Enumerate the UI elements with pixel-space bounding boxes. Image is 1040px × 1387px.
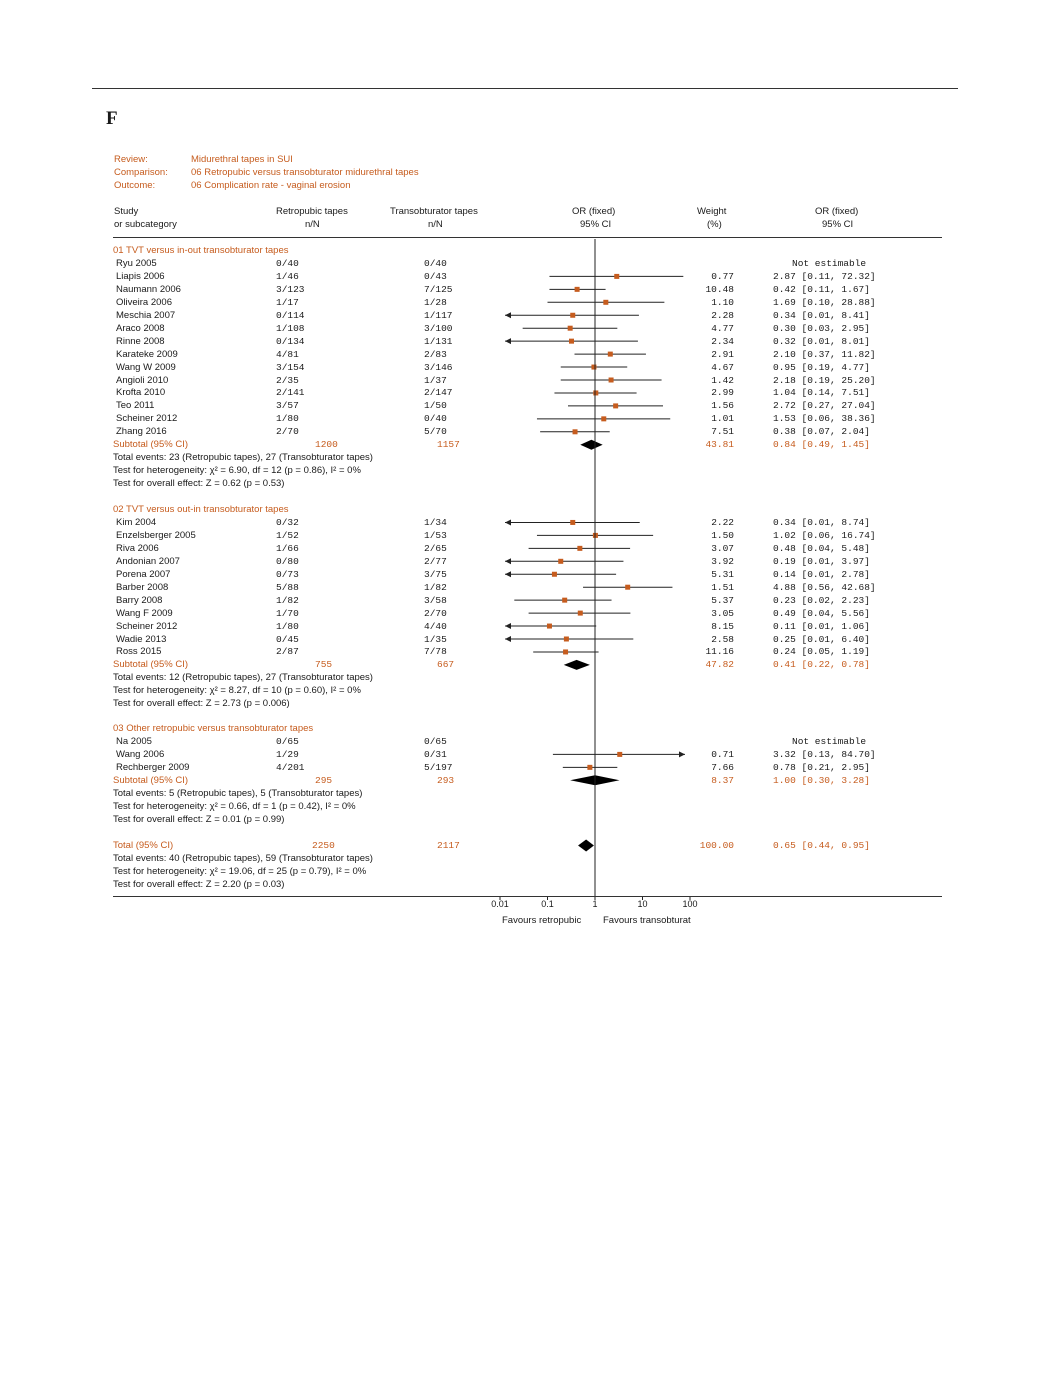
trans-events: 2/77 xyxy=(424,555,447,567)
or-ci-value: 0.78 [0.21, 2.95] xyxy=(773,761,870,773)
or-ci-value: 2.10 [0.37, 11.82] xyxy=(773,348,876,360)
subtotal-ci: 0.84 [0.49, 1.45] xyxy=(773,439,870,451)
trans-events: 5/70 xyxy=(424,426,447,438)
or-ci-value: 0.11 [0.01, 1.06] xyxy=(773,620,870,632)
or-ci-value: 0.48 [0.04, 5.48] xyxy=(773,542,870,554)
or-ci-value: 0.49 [0.04, 5.56] xyxy=(773,607,870,619)
study-name: Teo 2011 xyxy=(116,400,155,412)
or-ci-value: 0.19 [0.01, 3.97] xyxy=(773,555,870,567)
point-estimate-marker xyxy=(617,752,622,757)
point-estimate-marker xyxy=(547,624,552,629)
subtotal-weight: 8.37 xyxy=(711,774,734,786)
favours-right-label: Favours transobturat xyxy=(603,915,691,926)
or-ci-value: 0.95 [0.19, 4.77] xyxy=(773,361,870,373)
point-estimate-marker xyxy=(593,533,598,538)
trans-events: 1/35 xyxy=(424,633,447,645)
trans-events: 1/82 xyxy=(424,581,447,593)
study-weight: 0.71 xyxy=(711,748,734,760)
comparison-value: 06 Retropubic versus transobturator midurethral tapes xyxy=(191,167,419,178)
summary-diamond xyxy=(564,660,590,670)
study-name: Na 2005 xyxy=(116,735,152,747)
subtotal-trans: 1157 xyxy=(437,439,460,451)
or-ci-value: 0.24 [0.05, 1.19] xyxy=(773,646,870,658)
subtotal-weight: 47.82 xyxy=(705,659,734,671)
study-weight: 5.31 xyxy=(711,568,734,580)
study-weight: 4.77 xyxy=(711,322,734,334)
study-name: Scheiner 2012 xyxy=(116,620,178,632)
retro-events: 1/46 xyxy=(276,270,299,282)
or-ci-value: 0.25 [0.01, 6.40] xyxy=(773,633,870,645)
or-ci-value: 1.53 [0.06, 38.36] xyxy=(773,413,876,425)
point-estimate-marker xyxy=(570,520,575,525)
point-estimate-marker xyxy=(562,598,567,603)
study-weight: 1.10 xyxy=(711,296,734,308)
retro-events: 0/45 xyxy=(276,633,299,645)
or-ci-value: 1.04 [0.14, 7.51] xyxy=(773,387,870,399)
x-tick-label: 0.1 xyxy=(541,899,554,909)
ci-arrow-left xyxy=(505,519,511,525)
point-estimate-marker xyxy=(614,274,619,279)
group-note: Test for heterogeneity: χ² = 8.27, df = 10 (p = 0.60), I² = 0% xyxy=(113,685,361,697)
study-weight: 7.51 xyxy=(711,426,734,438)
subtotal-retro: 755 xyxy=(315,659,333,671)
point-estimate-marker xyxy=(570,313,575,318)
study-weight: 2.99 xyxy=(711,387,734,399)
study-name: Wadie 2013 xyxy=(116,633,167,645)
study-name: Karateke 2009 xyxy=(116,348,178,360)
header-weight-sub: (%) xyxy=(707,219,722,230)
study-name: Ryu 2005 xyxy=(116,257,157,269)
outcome-value: 06 Complication rate - vaginal erosion xyxy=(191,180,351,191)
ci-arrow-right xyxy=(679,751,685,757)
retro-events: 1/80 xyxy=(276,620,299,632)
ci-arrow-left xyxy=(505,636,511,642)
study-name: Ross 2015 xyxy=(116,646,162,658)
study-weight: 1.01 xyxy=(711,413,734,425)
trans-events: 3/75 xyxy=(424,568,447,580)
group-title: 03 Other retropubic versus transobturator tapes xyxy=(113,723,314,734)
total-note: Test for heterogeneity: χ² = 19.06, df = 25 (p = 0.79), I² = 0% xyxy=(113,865,367,877)
trans-events: 2/83 xyxy=(424,348,447,360)
or-ci-value: 3.32 [0.13, 84.70] xyxy=(773,748,876,760)
or-ci-value: 0.42 [0.11, 1.67] xyxy=(773,283,870,295)
study-name: Wang W 2009 xyxy=(116,361,176,373)
point-estimate-marker xyxy=(587,765,592,770)
top-rule xyxy=(92,88,958,89)
trans-events: 2/65 xyxy=(424,542,447,554)
trans-events: 1/37 xyxy=(424,374,447,386)
point-estimate-marker xyxy=(558,559,563,564)
summary-diamond xyxy=(570,775,619,785)
study-name: Angioli 2010 xyxy=(116,374,169,386)
study-weight: 1.50 xyxy=(711,529,734,541)
study-weight: 11.16 xyxy=(705,646,734,658)
retro-events: 0/73 xyxy=(276,568,299,580)
total-note: Total events: 40 (Retropubic tapes), 59 (Transobturator tapes) xyxy=(113,852,373,864)
review-label: Review: xyxy=(114,154,148,165)
study-name: Riva 2006 xyxy=(116,542,159,554)
x-tick-label: 100 xyxy=(682,899,698,909)
retro-events: 2/87 xyxy=(276,646,299,658)
not-estimable-label: Not estimable xyxy=(792,735,867,747)
point-estimate-marker xyxy=(575,287,580,292)
point-estimate-marker xyxy=(569,339,574,344)
group-note: Test for heterogeneity: χ² = 6.90, df = 12 (p = 0.86), I² = 0% xyxy=(113,465,361,477)
or-ci-value: 0.34 [0.01, 8.74] xyxy=(773,516,870,528)
trans-events: 2/147 xyxy=(424,387,453,399)
retro-events: 1/108 xyxy=(276,322,305,334)
study-name: Rechberger 2009 xyxy=(116,761,190,773)
study-weight: 1.56 xyxy=(711,400,734,412)
trans-events: 0/40 xyxy=(424,413,447,425)
study-weight: 4.67 xyxy=(711,361,734,373)
retro-events: 1/66 xyxy=(276,542,299,554)
or-ci-value: 1.69 [0.10, 28.88] xyxy=(773,296,876,308)
retro-events: 0/114 xyxy=(276,309,305,321)
point-estimate-marker xyxy=(609,378,614,383)
retro-events: 1/80 xyxy=(276,413,299,425)
comparison-label: Comparison: xyxy=(114,167,168,178)
study-weight: 2.34 xyxy=(711,335,734,347)
retro-events: 0/65 xyxy=(276,735,299,747)
subtotal-ci: 0.41 [0.22, 0.78] xyxy=(773,659,870,671)
point-estimate-marker xyxy=(613,403,618,408)
ci-arrow-left xyxy=(505,571,511,577)
study-name: Barber 2008 xyxy=(116,581,169,593)
subtotal-retro: 295 xyxy=(315,774,333,786)
study-name: Kim 2004 xyxy=(116,516,157,528)
subtotal-ci: 1.00 [0.30, 3.28] xyxy=(773,774,870,786)
retro-events: 0/40 xyxy=(276,257,299,269)
or-ci-value: 0.14 [0.01, 2.78] xyxy=(773,568,870,580)
trans-events: 1/28 xyxy=(424,296,447,308)
header-retro: Retropubic tapes xyxy=(276,206,348,217)
or-ci-value: 0.38 [0.07, 2.04] xyxy=(773,426,870,438)
trans-events: 0/65 xyxy=(424,735,447,747)
subtotal-trans: 667 xyxy=(437,659,455,671)
study-weight: 2.58 xyxy=(711,633,734,645)
group-note: Test for overall effect: Z = 0.62 (p = 0.53) xyxy=(113,478,285,490)
trans-events: 1/53 xyxy=(424,529,447,541)
not-estimable-label: Not estimable xyxy=(792,257,867,269)
or-ci-value: 0.32 [0.01, 8.01] xyxy=(773,335,870,347)
x-tick-label: 10 xyxy=(637,899,648,909)
study-name: Wang 2006 xyxy=(116,748,165,760)
retro-events: 4/201 xyxy=(276,761,305,773)
x-tick-label: 0.01 xyxy=(491,899,509,909)
study-name: Liapis 2006 xyxy=(116,270,165,282)
or-ci-value: 0.30 [0.03, 2.95] xyxy=(773,322,870,334)
or-ci-value: 1.02 [0.06, 16.74] xyxy=(773,529,876,541)
group-title: 01 TVT versus in-out transobturator tapes xyxy=(113,245,289,256)
subtotal-retro: 1200 xyxy=(315,439,338,451)
subtotal-label: Subtotal (95% CI) xyxy=(113,774,188,786)
study-weight: 3.92 xyxy=(711,555,734,567)
trans-events: 0/43 xyxy=(424,270,447,282)
header-weight: Weight xyxy=(697,206,727,217)
header-study: Study xyxy=(114,206,139,217)
study-weight: 1.42 xyxy=(711,374,734,386)
x-tick-label: 1 xyxy=(592,899,598,909)
or-ci-value: 2.72 [0.27, 27.04] xyxy=(773,400,876,412)
study-weight: 2.91 xyxy=(711,348,734,360)
or-ci-value: 0.23 [0.02, 2.23] xyxy=(773,594,870,606)
outcome-label: Outcome: xyxy=(114,180,156,191)
ci-arrow-left xyxy=(505,312,511,318)
study-weight: 0.77 xyxy=(711,270,734,282)
retro-events: 2/141 xyxy=(276,387,305,399)
study-weight: 1.51 xyxy=(711,581,734,593)
retro-events: 3/154 xyxy=(276,361,305,373)
subtotal-label: Subtotal (95% CI) xyxy=(113,439,188,451)
point-estimate-marker xyxy=(625,585,630,590)
study-weight: 2.28 xyxy=(711,309,734,321)
study-name: Scheiner 2012 xyxy=(116,413,178,425)
trans-events: 1/117 xyxy=(424,309,453,321)
ci-arrow-left xyxy=(505,623,511,629)
study-name: Porena 2007 xyxy=(116,568,171,580)
summary-diamond xyxy=(580,440,602,450)
header-trans: Transobturator tapes xyxy=(390,206,478,217)
point-estimate-marker xyxy=(564,637,569,642)
subtotal-label: Subtotal (95% CI) xyxy=(113,659,188,671)
header-orci-sub: 95% CI xyxy=(822,219,854,230)
study-name: Krofta 2010 xyxy=(116,387,166,399)
study-name: Andonian 2007 xyxy=(116,555,180,567)
study-name: Meschia 2007 xyxy=(116,309,176,321)
retro-events: 2/70 xyxy=(276,426,299,438)
trans-events: 0/31 xyxy=(424,748,447,760)
trans-events: 5/197 xyxy=(424,761,453,773)
header-orci: OR (fixed) xyxy=(815,206,859,217)
point-estimate-marker xyxy=(593,390,598,395)
header-trans-sub: n/N xyxy=(428,219,443,230)
study-weight: 7.66 xyxy=(711,761,734,773)
point-estimate-marker xyxy=(608,352,613,357)
group-note: Test for heterogeneity: χ² = 0.66, df = 1 (p = 0.42), I² = 0% xyxy=(113,800,356,812)
retro-events: 1/70 xyxy=(276,607,299,619)
total-weight: 100.00 xyxy=(699,840,734,851)
retro-events: 5/88 xyxy=(276,581,299,593)
group-note: Total events: 23 (Retropubic tapes), 27 (Transobturator tapes) xyxy=(113,452,373,464)
ci-arrow-left xyxy=(505,338,511,344)
point-estimate-marker xyxy=(578,611,583,616)
total-note: Test for overall effect: Z = 2.20 (p = 0.03) xyxy=(113,878,285,890)
point-estimate-marker xyxy=(563,649,568,654)
or-ci-value: 0.34 [0.01, 8.41] xyxy=(773,309,870,321)
retro-events: 0/80 xyxy=(276,555,299,567)
retro-events: 1/82 xyxy=(276,594,299,606)
group-note: Test for overall effect: Z = 0.01 (p = 0.99) xyxy=(113,813,285,825)
trans-events: 4/40 xyxy=(424,620,447,632)
header-or: OR (fixed) xyxy=(572,206,616,217)
study-weight: 3.05 xyxy=(711,607,734,619)
or-ci-value: 4.88 [0.56, 42.68] xyxy=(773,581,876,593)
trans-events: 1/34 xyxy=(424,516,447,528)
trans-events: 0/40 xyxy=(424,257,447,269)
ci-arrow-left xyxy=(505,558,511,564)
retro-events: 1/17 xyxy=(276,296,299,308)
point-estimate-marker xyxy=(591,365,596,370)
trans-events: 3/100 xyxy=(424,322,453,334)
point-estimate-marker xyxy=(603,300,608,305)
study-name: Enzelsberger 2005 xyxy=(116,529,196,541)
or-ci-value: 2.87 [0.11, 72.32] xyxy=(773,270,876,282)
panel-label: F xyxy=(106,108,118,129)
retro-events: 4/81 xyxy=(276,348,299,360)
study-name: Zhang 2016 xyxy=(116,426,167,438)
study-weight: 10.48 xyxy=(705,283,734,295)
trans-events: 7/78 xyxy=(424,646,447,658)
group-note: Test for overall effect: Z = 2.73 (p = 0.006) xyxy=(113,698,290,710)
header-study-sub: or subcategory xyxy=(114,219,177,230)
retro-events: 1/29 xyxy=(276,748,299,760)
review-value: Midurethral tapes in SUI xyxy=(191,154,293,165)
study-name: Wang F 2009 xyxy=(116,607,173,619)
point-estimate-marker xyxy=(573,429,578,434)
study-weight: 8.15 xyxy=(711,620,734,632)
total-trans: 2117 xyxy=(437,840,460,851)
point-estimate-marker xyxy=(601,416,606,421)
header-or-sub: 95% CI xyxy=(580,219,612,230)
favours-left-label: Favours retropubic xyxy=(502,915,582,926)
total-label: Total (95% CI) xyxy=(113,840,174,851)
subtotal-trans: 293 xyxy=(437,774,455,786)
study-name: Araco 2008 xyxy=(116,322,165,334)
subtotal-weight: 43.81 xyxy=(705,439,734,451)
header-rule xyxy=(113,237,942,238)
study-name: Naumann 2006 xyxy=(116,283,181,295)
study-weight: 3.07 xyxy=(711,542,734,554)
total-retro: 2250 xyxy=(312,840,335,851)
header-retro-sub: n/N xyxy=(305,219,320,230)
study-name: Oliveira 2006 xyxy=(116,296,172,308)
retro-events: 0/32 xyxy=(276,516,299,528)
bottom-rule xyxy=(113,896,942,897)
point-estimate-marker xyxy=(552,572,557,577)
retro-events: 1/52 xyxy=(276,529,299,541)
summary-diamond xyxy=(578,840,594,852)
point-estimate-marker xyxy=(577,546,582,551)
study-weight: 2.22 xyxy=(711,516,734,528)
study-name: Barry 2008 xyxy=(116,594,163,606)
trans-events: 2/70 xyxy=(424,607,447,619)
total-ci: 0.65 [0.44, 0.95] xyxy=(773,840,870,851)
trans-events: 1/131 xyxy=(424,335,453,347)
group-title: 02 TVT versus out-in transobturator tapes xyxy=(113,504,289,515)
retro-events: 3/57 xyxy=(276,400,299,412)
group-note: Total events: 5 (Retropubic tapes), 5 (Transobturator tapes) xyxy=(113,787,363,799)
group-note: Total events: 12 (Retropubic tapes), 27 (Transobturator tapes) xyxy=(113,672,373,684)
retro-events: 3/123 xyxy=(276,283,305,295)
study-name: Rinne 2008 xyxy=(116,335,165,347)
trans-events: 1/50 xyxy=(424,400,447,412)
trans-events: 3/146 xyxy=(424,361,453,373)
study-weight: 5.37 xyxy=(711,594,734,606)
point-estimate-marker xyxy=(568,326,573,331)
retro-events: 2/35 xyxy=(276,374,299,386)
trans-events: 7/125 xyxy=(424,283,453,295)
trans-events: 3/58 xyxy=(424,594,447,606)
or-ci-value: 2.18 [0.19, 25.20] xyxy=(773,374,876,386)
retro-events: 0/134 xyxy=(276,335,305,347)
